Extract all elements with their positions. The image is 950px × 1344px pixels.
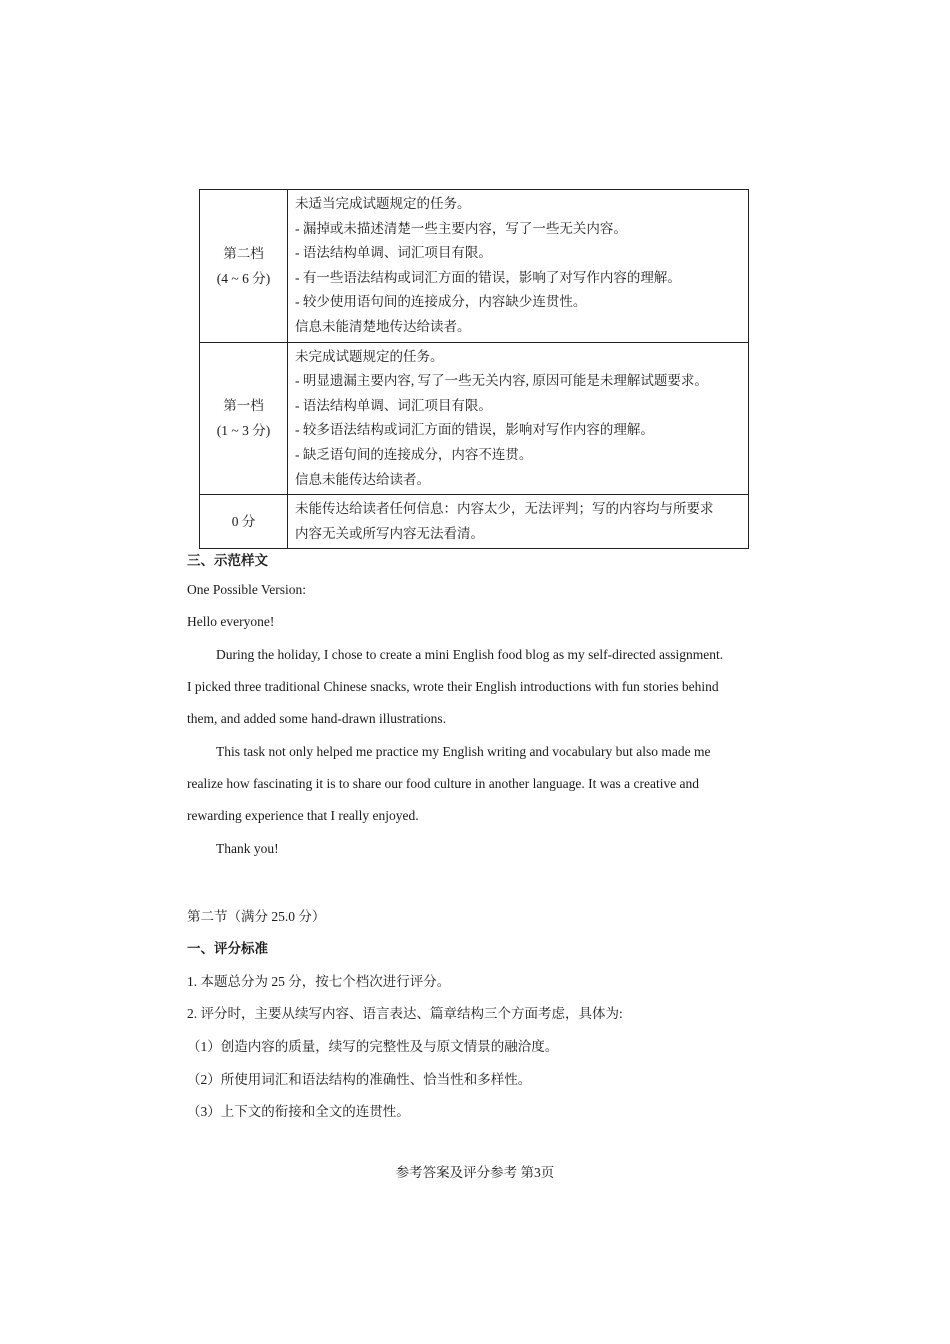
paragraph-line: This task not only helped me practice my English writing and vocabulary but also made me [216,744,711,759]
paragraph-line: realize how fascinating it is to share our food culture in another language. It was a creative and [187,776,700,791]
criteria-cell [288,342,749,495]
criteria-line: 未适当完成试题规定的任务。 [295,196,471,211]
criteria-line: - 有一些语法结构或词汇方面的错误，影响了对写作内容的理解。 [295,269,681,285]
level-cell [200,495,288,549]
criteria-line: - 较多语法结构或词汇方面的错误，影响对写作内容的理解。 [295,422,654,438]
paragraph-line: During the holiday, I chose to create a mini English food blog as my self-directed assignment. [216,647,724,662]
level-cell [200,342,288,495]
criteria-cell [288,190,749,343]
level-name: 第二档 [223,245,264,261]
level-score: (1 ~ 3 分) [216,423,271,439]
criteria-line: - 语法结构单调、词汇项目有限。 [295,397,492,413]
criteria-line: 信息未能清楚地传达给读者。 [295,318,471,334]
criteria-line: - 较少使用语句间的连接成分，内容缺少连贯性。 [295,294,587,310]
list-item: （1）创造内容的质量，续写的完整性及与原文情景的融洽度。 [187,1039,559,1054]
criteria-line: - 缺乏语句间的连接成分，内容不连贯。 [295,446,533,462]
list-item: 2. 评分时，主要从续写内容、语言表达、篇章结构三个方面考虑，具体为: [187,1006,623,1021]
criteria-line: - 漏掉或未描述清楚一些主要内容，写了一些无关内容。 [295,220,627,236]
level-name: 0 分 [231,514,256,530]
criteria-cell [288,495,749,549]
table-row [200,495,749,549]
list-item: 1. 本题总分为 25 分，按七个档次进行评分。 [187,974,451,989]
paragraph-line: rewarding experience that I really enjoyed. [187,808,419,823]
closing: Thank you! [216,841,279,856]
criteria-line: - 明显遗漏主要内容, 写了一些无关内容, 原因可能是未理解试题要求。 [295,373,708,389]
criteria-line: 信息未能传达给读者。 [295,471,430,487]
criteria-line: 内容无关或所写内容无法看清。 [295,525,484,541]
table-row [200,342,749,495]
list-item: （2）所使用词汇和语法结构的准确性、恰当性和多样性。 [187,1072,532,1087]
criteria-line: 未完成试题规定的任务。 [295,348,444,364]
section-heading: 三、示范样文 [187,553,268,568]
level-name: 第一档 [223,398,264,414]
version-label: One Possible Version: [187,582,307,597]
section-title: 第二节（满分 25.0 分） [187,909,326,924]
section-heading: 一、评分标准 [187,941,268,956]
level-score: (4 ~ 6 分) [216,270,271,286]
greeting: Hello everyone! [187,614,275,629]
scoring-rubric-table [199,189,749,549]
criteria-line: - 语法结构单调、词汇项目有限。 [295,245,492,261]
criteria-line: 未能传达给读者任何信息：内容太少，无法评判；写的内容均与所要求 [295,501,714,517]
paragraph-line: I picked three traditional Chinese snacks, wrote their English introductions with fun stories behind [187,679,719,694]
table-row [200,190,749,343]
page-footer: 参考答案及评分参考 第3页 [395,1165,555,1180]
level-cell [200,190,288,343]
paragraph-line: them, and added some hand-drawn illustrations. [187,711,447,726]
list-item: （3）上下文的衔接和全文的连贯性。 [187,1104,410,1119]
